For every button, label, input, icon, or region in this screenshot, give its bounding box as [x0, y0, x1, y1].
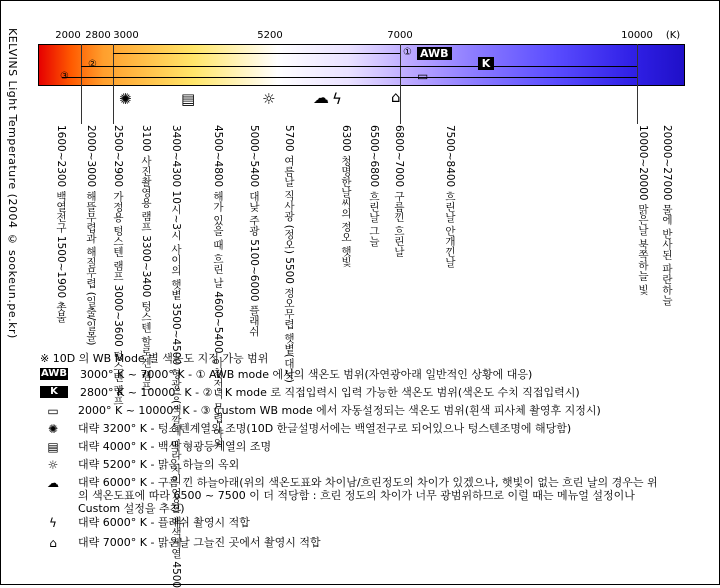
custom-range-arrow: [62, 77, 637, 78]
tick-3000: 3000: [113, 30, 139, 41]
legend-row-k: [40, 386, 580, 399]
fluorescent-icon: ▤: [47, 440, 59, 454]
legend-row-awb: [40, 368, 532, 381]
flash-icon: ϟ: [49, 516, 57, 530]
daylight-icon: ☼: [262, 90, 276, 108]
legend-row-fluorescent: [40, 440, 271, 454]
label-shade: 6500~6800 흐린날 그늘: [368, 125, 380, 247]
legend-row-flash: [40, 516, 250, 530]
legend-row-cloudy: [40, 476, 680, 515]
legend-row-shade: [40, 536, 321, 550]
range-line-3000: [113, 44, 114, 124]
legend-text: 대략 6000° K - 구름 낀 하늘아래(위의 색온도표와 차이남/흐린정도의 차이가 있겠으나, 햇빛이 없는 흐린 날의 경우는 위의 색온도표에 따라 6500 ~ 7500 이 더 적당함 : 흐린 정도의 차이가 너무 광범위하므로 이럴 때는 메뉴얼 설정이나 Custom 설정을 추천): [78, 476, 658, 515]
range-line-2800: [81, 44, 82, 124]
legend-text: 2800° K ~ 10000° K - ② ° K mode 로 직접입력시 입력 가능한 색온도 범위(색온도 수치 직접입력시): [80, 386, 580, 399]
side-title: KELVINS Light Temperature (2004 © sookeun.pe.kr): [6, 28, 19, 339]
tungsten-icon: ✺: [47, 422, 59, 436]
label-photo-lamp: 3100 사진촬영용 램프 3300~3400 텅스텐 할로겐 램프: [140, 125, 152, 392]
fluorescent-icon: ▤: [181, 90, 196, 108]
legend-row-tungsten: [40, 422, 571, 436]
label-daylight-flash: 5000~5400 대낮 주광 5100~6000 플래쉬: [248, 125, 260, 337]
range-line-10000: [637, 44, 638, 124]
range-line-7000: [400, 44, 401, 124]
awb-badge: AWB: [417, 47, 452, 60]
daylight-icon: ☼: [47, 458, 59, 472]
tick-2800: 2800: [85, 30, 111, 41]
label-tungsten-home: 2500~2900 가정용 텅스텐 램프 3000~3600 텅스텐 램프: [112, 125, 124, 407]
awb-range-arrow: [113, 53, 400, 54]
legend-title: ※ 10D 의 WB Mode 별 색온도 지정 가능 범위: [40, 352, 269, 365]
marker-3: ③: [60, 71, 69, 82]
tick-5200: 5200: [257, 30, 283, 41]
tick-7000: 7000: [387, 30, 413, 41]
label-fog: 7500~8400 흐린날 안개낀날: [444, 125, 456, 268]
label-north-sky: 10000~20000 맑은날 북쪽하늘 빛: [637, 125, 649, 295]
label-clear-noon: 6300 청명한날씨의 정오 햇빛: [340, 125, 352, 267]
custom-icon: ▭: [47, 404, 59, 418]
cloudy-icon: ☁: [313, 88, 329, 107]
legend-text: 대략 3200° K - 텅스텐계열의 조명(10D 한글설명서에는 백열전구로 되어있으나 텅스텐조명에 해당함): [78, 422, 572, 435]
label-noon-sun: 5700 여름날 직사광 (정오) 5500 정오무렵 햇볕(대낮): [283, 125, 295, 383]
label-blue-sky: 20000~27000 물에 반사된 파란하늘: [661, 125, 673, 306]
shade-icon: ⌂: [391, 88, 401, 106]
flash-icon: ϟ: [332, 90, 342, 108]
label-sunrise: 2000~3000 해뜰무렵과 해질무렵 (일출/일몰): [85, 125, 97, 346]
legend-row-custom: [40, 404, 601, 418]
legend-text: 2000° K ~ 10000° K - ③ Custom WB mode 에서 자동설정되는 색온도 범위(흰색 피사체 촬영후 지정시): [78, 404, 601, 417]
cloudy-icon: ☁: [47, 476, 59, 490]
tick-10000: 10000: [621, 30, 653, 41]
legend-text: 대략 4000° K - 백색 형광등계열의 조명: [78, 440, 272, 453]
shade-icon: ⌂: [49, 536, 57, 550]
custom-icon: ▭: [417, 69, 429, 83]
legend-text: 대략 6000° K - 플래쉬 촬영시 적합: [78, 516, 250, 529]
legend-text: 3000° K ~ 7000° K - ① AWB mode 에서의 색온도 범위(자연광아래 일반적인 상황에 대응): [80, 368, 533, 381]
color-spectrum-bar: [38, 44, 685, 86]
legend-text: 대략 7000° K - 맑은날 그늘진 곳에서 촬영시 적합: [78, 536, 321, 549]
k-badge: K: [478, 57, 494, 70]
label-overcast-morning: 4500~4800 해가 있을 때 흐린 날 4600~5400 아침저녁 무렵 야외: [212, 125, 224, 448]
label-fluorescent: 3400~4300 10시~3시 사이의 햇볕 3500~4500 형광등(색깔에 따라 차이 있음) 백색계열 4500: [170, 125, 182, 588]
k-range-arrow: [81, 66, 637, 67]
tungsten-icon: ✺: [119, 90, 132, 108]
k-icon: K: [40, 386, 68, 398]
marker-2: ②: [88, 59, 97, 70]
tick-2000: 2000: [55, 30, 81, 41]
legend-row-daylight: [40, 458, 239, 472]
tick-unit: (K): [665, 30, 681, 41]
awb-icon: AWB: [41, 368, 67, 379]
marker-1: ①: [403, 47, 412, 58]
legend-text: 대략 5200° K - 맑은 하늘의 옥외: [78, 458, 240, 471]
label-candle: 1600~2300 백열전구 1500~1900 촛불: [55, 125, 67, 323]
label-cloudy: 6800~7000 구름낀 흐린날: [393, 125, 405, 257]
